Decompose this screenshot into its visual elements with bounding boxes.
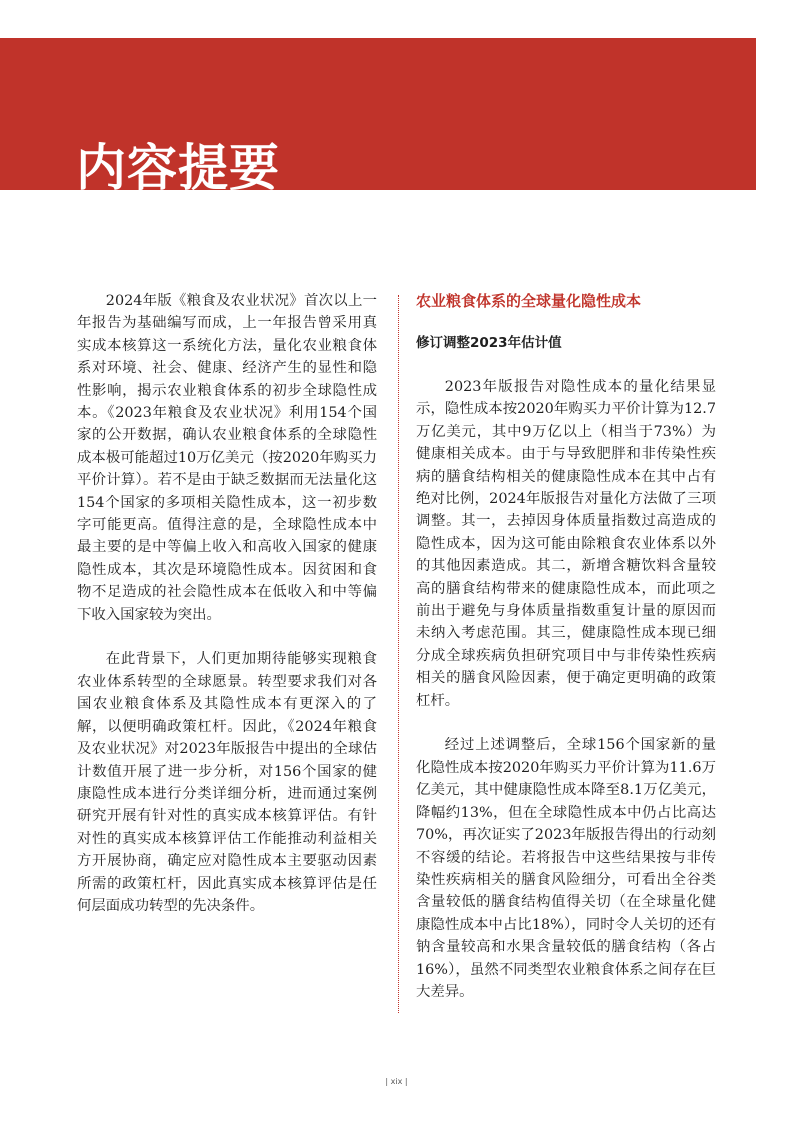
sub-heading: 修订调整2023年估计值 bbox=[416, 335, 562, 351]
paragraph: 2024年版《粮食及农业状况》首次以上一年报告为基础编写而成，上一年报告曾采用真实成本核算这一系统化方法，量化农业粮食体系对环境、社会、健康、经济产生的显性和隐性影响，揭示农业粮食体系的初步全球隐性成本。《2023年粮食及农业状况》利用154个国家的公开数据，确认农业粮食体系的全球隐性成本极可能超过10万亿美元（按2020年购买力平价计算）。若不是由于缺乏数据而无法量化这154个国家的多项相关隐性成本，这一初步数字可能更高。值得注意的是，全球隐性成本中最主要的是中等偏上收入和高收入国家的健康隐性成本，其次是环境隐性成本。因贫困和食物不足造成的社会隐性成本在低收入和中等偏下收入国家较为突出。 bbox=[77, 293, 377, 623]
page-title: 内容提要 bbox=[76, 139, 280, 197]
left-column bbox=[77, 290, 377, 940]
page-number: | xix | bbox=[385, 1077, 408, 1086]
paragraph: 经过上述调整后，全球156个国家新的量化隐性成本按2020年购买力平价计算为11.6万亿美元，其中健康隐性成本降至8.1万亿美元，降幅约13%，但在全球隐性成本中仍占比高达70%，再次证实了2023年版报告得出的行动刻不容缓的结论。若将报告中这些结果按与非传染性疾病相关的膳食风险细分，可看出全谷类含量较低的膳食结构值得关切（在全球量化健康隐性成本中占比18%），同时令人关切的还有钠含量较高和水果含量较低的膳食结构（各占16%），虽然不同类型农业粮食体系之间存在巨大差异。 bbox=[416, 737, 716, 1000]
column-divider bbox=[398, 295, 399, 1013]
paragraph: 在此背景下，人们更加期待能够实现粮食农业体系转型的全球愿景。转型要求我们对各国农业粮食体系及其隐性成本有更深入的了解，以便明确政策杠杆。因此，《2024年粮食及农业状况》对2023年版报告中提出的全球估计数值开展了进一步分析，对156个国家的健康隐性成本进行分类详细分析，进而通过案例研究开展有针对性的真实成本核算评估。有针对性的真实成本核算评估工作能推动利益相关方开展协商，确定应对隐性成本主要驱动因素所需的政策杠杆，因此真实成本核算评估是任何层面成功转型的先决条件。 bbox=[77, 651, 377, 914]
right-column bbox=[416, 290, 716, 1026]
section-heading: 农业粮食体系的全球量化隐性成本 bbox=[416, 292, 642, 310]
paragraph: 2023年版报告对隐性成本的量化结果显示，隐性成本按2020年购买力平价计算为12.7万亿美元，其中9万亿以上（相当于73%）为健康相关成本。由于与导致肥胖和非传染性疾病的膳食结构相关的健康隐性成本在其中占有绝对比例，2024年版报告对量化方法做了三项调整。其一，去掉因身体质量指数过高造成的隐性成本，因为这可能由除粮食农业体系以外的其他因素造成。其二，新增含糖饮料含量较高的膳食结构带来的健康隐性成本，而此项之前出于避免与身体质量指数重复计量的原因而未纳入考虑范围。其三，健康隐性成本现已细分成全球疾病负担研究项目中与非传染性疾病相关的膳食风险因素，便于确定更明确的政策杠杆。 bbox=[416, 379, 716, 709]
